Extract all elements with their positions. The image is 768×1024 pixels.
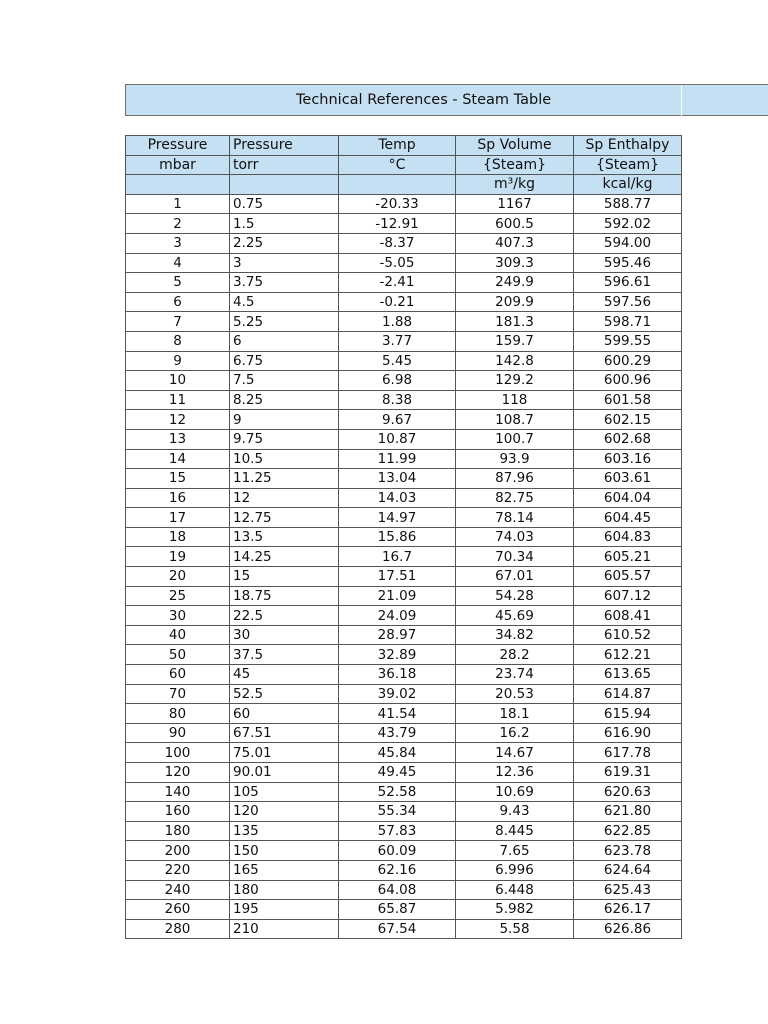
table-row — [126, 273, 682, 293]
table-cell: 9.67 — [339, 410, 456, 430]
table-row — [126, 665, 682, 685]
table-cell: 195 — [230, 900, 339, 920]
title-bar — [125, 84, 768, 116]
table-row — [126, 880, 682, 900]
header-cell: Pressure — [230, 136, 339, 156]
table-cell: 4 — [126, 253, 230, 273]
table-cell: 594.00 — [574, 233, 682, 253]
table-row — [126, 919, 682, 939]
table-cell: 2 — [126, 214, 230, 234]
table-cell: 18.75 — [230, 586, 339, 606]
table-cell: 6 — [230, 331, 339, 351]
table-cell: 210 — [230, 919, 339, 939]
table-cell: 5.45 — [339, 351, 456, 371]
table-cell: 16 — [126, 488, 230, 508]
table-cell: 249.9 — [456, 273, 574, 293]
table-cell: 34.82 — [456, 625, 574, 645]
table-cell: 3 — [126, 233, 230, 253]
table-cell: 39.02 — [339, 684, 456, 704]
table-cell: 5.25 — [230, 312, 339, 332]
table-cell: 55.34 — [339, 802, 456, 822]
table-cell: 22.5 — [230, 606, 339, 626]
table-cell: 6.98 — [339, 371, 456, 391]
table-row — [126, 214, 682, 234]
table-cell: 60 — [230, 704, 339, 724]
table-cell: 588.77 — [574, 194, 682, 214]
table-cell: -20.33 — [339, 194, 456, 214]
table-cell: 20 — [126, 567, 230, 587]
table-row — [126, 723, 682, 743]
table-cell: 10.69 — [456, 782, 574, 802]
table-cell: 60.09 — [339, 841, 456, 861]
steam-table — [125, 135, 682, 939]
table-cell: 610.52 — [574, 625, 682, 645]
table-row — [126, 763, 682, 783]
header-cell: Temp — [339, 136, 456, 156]
table-row — [126, 684, 682, 704]
table-cell: 600.29 — [574, 351, 682, 371]
table-cell: -8.37 — [339, 233, 456, 253]
table-cell: 90.01 — [230, 763, 339, 783]
table-cell: 407.3 — [456, 233, 574, 253]
table-cell: 87.96 — [456, 469, 574, 489]
table-cell: 36.18 — [339, 665, 456, 685]
table-cell: 309.3 — [456, 253, 574, 273]
table-cell: 11 — [126, 390, 230, 410]
table-cell: 10 — [126, 371, 230, 391]
table-cell: 14 — [126, 449, 230, 469]
table-cell: 64.08 — [339, 880, 456, 900]
table-cell: 23.74 — [456, 665, 574, 685]
table-row — [126, 331, 682, 351]
table-cell: 45 — [230, 665, 339, 685]
table-cell: 7.5 — [230, 371, 339, 391]
table-cell: 626.86 — [574, 919, 682, 939]
table-cell: 118 — [456, 390, 574, 410]
table-cell: 90 — [126, 723, 230, 743]
table-cell: 18.1 — [456, 704, 574, 724]
table-cell: 4.5 — [230, 292, 339, 312]
table-cell: 5.58 — [456, 919, 574, 939]
table-cell: 626.17 — [574, 900, 682, 920]
table-cell: 619.31 — [574, 763, 682, 783]
table-cell: 604.83 — [574, 527, 682, 547]
table-row — [126, 606, 682, 626]
table-cell: 5 — [126, 273, 230, 293]
table-row — [126, 410, 682, 430]
table-cell: 10.5 — [230, 449, 339, 469]
table-cell: 12 — [230, 488, 339, 508]
table-row — [126, 900, 682, 920]
table-cell: 0.75 — [230, 194, 339, 214]
table-cell: 19 — [126, 547, 230, 567]
table-cell: 17 — [126, 508, 230, 528]
table-cell: -2.41 — [339, 273, 456, 293]
table-cell: 6.996 — [456, 860, 574, 880]
header-row — [126, 175, 682, 195]
table-cell: 3 — [230, 253, 339, 273]
table-cell: 62.16 — [339, 860, 456, 880]
table-cell: 600.96 — [574, 371, 682, 391]
table-cell: 605.21 — [574, 547, 682, 567]
table-row — [126, 743, 682, 763]
table-cell: 50 — [126, 645, 230, 665]
header-cell: m³/kg — [456, 175, 574, 195]
table-cell: 280 — [126, 919, 230, 939]
table-cell: 14.97 — [339, 508, 456, 528]
table-cell: 20.53 — [456, 684, 574, 704]
table-cell: 52.58 — [339, 782, 456, 802]
table-cell: 70 — [126, 684, 230, 704]
header-cell: mbar — [126, 155, 230, 175]
table-cell: 165 — [230, 860, 339, 880]
table-cell: 1.5 — [230, 214, 339, 234]
table-cell: 10.87 — [339, 429, 456, 449]
table-cell: 13.04 — [339, 469, 456, 489]
table-cell: 14.03 — [339, 488, 456, 508]
table-cell: 160 — [126, 802, 230, 822]
table-cell: 2.25 — [230, 233, 339, 253]
table-cell: 30 — [126, 606, 230, 626]
table-cell: 142.8 — [456, 351, 574, 371]
table-cell: 7.65 — [456, 841, 574, 861]
table-cell: 11.25 — [230, 469, 339, 489]
table-row — [126, 312, 682, 332]
table-row — [126, 841, 682, 861]
table-cell: 24.09 — [339, 606, 456, 626]
table-cell: 25 — [126, 586, 230, 606]
page-title: Technical References - Steam Table — [296, 92, 552, 108]
table-cell: 14.67 — [456, 743, 574, 763]
table-cell: 100.7 — [456, 429, 574, 449]
table-row — [126, 194, 682, 214]
header-cell: {Steam} — [574, 155, 682, 175]
table-cell: 17.51 — [339, 567, 456, 587]
table-cell: 37.5 — [230, 645, 339, 665]
table-cell: 603.61 — [574, 469, 682, 489]
table-cell: 28.2 — [456, 645, 574, 665]
table-cell: 7 — [126, 312, 230, 332]
table-cell: 601.58 — [574, 390, 682, 410]
table-cell: 623.78 — [574, 841, 682, 861]
table-cell: 260 — [126, 900, 230, 920]
table-cell: 605.57 — [574, 567, 682, 587]
table-cell: 181.3 — [456, 312, 574, 332]
table-cell: 604.45 — [574, 508, 682, 528]
table-cell: 43.79 — [339, 723, 456, 743]
table-body — [126, 194, 682, 939]
table-cell: -12.91 — [339, 214, 456, 234]
header-cell: {Steam} — [456, 155, 574, 175]
table-cell: 70.34 — [456, 547, 574, 567]
table-row — [126, 371, 682, 391]
table-cell: 602.15 — [574, 410, 682, 430]
table-cell: 12.75 — [230, 508, 339, 528]
table-cell: 617.78 — [574, 743, 682, 763]
table-cell: 8.38 — [339, 390, 456, 410]
table-cell: 8 — [126, 331, 230, 351]
table-row — [126, 253, 682, 273]
table-cell: 15 — [230, 567, 339, 587]
table-row — [126, 233, 682, 253]
header-cell: Sp Enthalpy — [574, 136, 682, 156]
table-cell: 9 — [126, 351, 230, 371]
table-cell: 12.36 — [456, 763, 574, 783]
table-cell: 15.86 — [339, 527, 456, 547]
title-divider — [681, 85, 682, 116]
table-cell: -5.05 — [339, 253, 456, 273]
table-cell: 220 — [126, 860, 230, 880]
table-cell: 120 — [126, 763, 230, 783]
table-cell: 5.982 — [456, 900, 574, 920]
table-cell: 150 — [230, 841, 339, 861]
table-cell: 624.64 — [574, 860, 682, 880]
table-cell: 602.68 — [574, 429, 682, 449]
table-cell: 604.04 — [574, 488, 682, 508]
table-cell: 603.16 — [574, 449, 682, 469]
table-cell: 108.7 — [456, 410, 574, 430]
table-cell: 6.448 — [456, 880, 574, 900]
table-cell: 18 — [126, 527, 230, 547]
header-cell — [230, 175, 339, 195]
table-cell: 65.87 — [339, 900, 456, 920]
table-cell: 140 — [126, 782, 230, 802]
table-row — [126, 527, 682, 547]
table-row — [126, 469, 682, 489]
table-cell: 16.2 — [456, 723, 574, 743]
table-cell: 100 — [126, 743, 230, 763]
table-cell: 41.54 — [339, 704, 456, 724]
table-cell: 129.2 — [456, 371, 574, 391]
table-cell: 616.90 — [574, 723, 682, 743]
table-cell: 592.02 — [574, 214, 682, 234]
table-row — [126, 625, 682, 645]
table-cell: 12 — [126, 410, 230, 430]
table-cell: 28.97 — [339, 625, 456, 645]
table-cell: 75.01 — [230, 743, 339, 763]
header-cell: torr — [230, 155, 339, 175]
table-cell: 54.28 — [456, 586, 574, 606]
table-row — [126, 488, 682, 508]
header-cell — [339, 175, 456, 195]
table-cell: 9.75 — [230, 429, 339, 449]
table-cell: 200 — [126, 841, 230, 861]
table-row — [126, 567, 682, 587]
table-cell: 16.7 — [339, 547, 456, 567]
table-cell: 40 — [126, 625, 230, 645]
header-cell: Sp Volume — [456, 136, 574, 156]
table-row — [126, 351, 682, 371]
table-cell: 9 — [230, 410, 339, 430]
table-cell: 612.21 — [574, 645, 682, 665]
table-cell: 1167 — [456, 194, 574, 214]
table-row — [126, 802, 682, 822]
table-cell: 597.56 — [574, 292, 682, 312]
header-cell: Pressure — [126, 136, 230, 156]
table-cell: 21.09 — [339, 586, 456, 606]
table-row — [126, 782, 682, 802]
table-cell: 599.55 — [574, 331, 682, 351]
table-row — [126, 860, 682, 880]
header-cell: °C — [339, 155, 456, 175]
table-cell: 13 — [126, 429, 230, 449]
table-cell: 15 — [126, 469, 230, 489]
table-cell: 614.87 — [574, 684, 682, 704]
table-cell: 596.61 — [574, 273, 682, 293]
table-cell: 57.83 — [339, 821, 456, 841]
table-cell: 8.25 — [230, 390, 339, 410]
table-cell: 180 — [126, 821, 230, 841]
table-cell: 67.01 — [456, 567, 574, 587]
table-cell: 105 — [230, 782, 339, 802]
table-cell: 1.88 — [339, 312, 456, 332]
table-cell: 6.75 — [230, 351, 339, 371]
table-cell: 625.43 — [574, 880, 682, 900]
table-cell: 6 — [126, 292, 230, 312]
table-cell: 52.5 — [230, 684, 339, 704]
table-cell: 60 — [126, 665, 230, 685]
table-cell: 608.41 — [574, 606, 682, 626]
table-cell: 622.85 — [574, 821, 682, 841]
table-row — [126, 390, 682, 410]
table-cell: 32.89 — [339, 645, 456, 665]
header-row — [126, 155, 682, 175]
table-cell: 93.9 — [456, 449, 574, 469]
table-row — [126, 449, 682, 469]
table-header — [126, 136, 682, 195]
table-cell: 11.99 — [339, 449, 456, 469]
table-cell: 598.71 — [574, 312, 682, 332]
table-cell: 13.5 — [230, 527, 339, 547]
table-cell: 30 — [230, 625, 339, 645]
table-row — [126, 547, 682, 567]
table-cell: 45.69 — [456, 606, 574, 626]
table-row — [126, 645, 682, 665]
header-row — [126, 136, 682, 156]
table-row — [126, 508, 682, 528]
table-row — [126, 586, 682, 606]
table-cell: 120 — [230, 802, 339, 822]
table-cell: 74.03 — [456, 527, 574, 547]
table-cell: 240 — [126, 880, 230, 900]
table-cell: 80 — [126, 704, 230, 724]
table-cell: 621.80 — [574, 802, 682, 822]
table-cell: 1 — [126, 194, 230, 214]
table-cell: 620.63 — [574, 782, 682, 802]
table-row — [126, 704, 682, 724]
table-cell: 45.84 — [339, 743, 456, 763]
table-cell: 209.9 — [456, 292, 574, 312]
table-cell: -0.21 — [339, 292, 456, 312]
table-cell: 3.77 — [339, 331, 456, 351]
table-cell: 180 — [230, 880, 339, 900]
table-cell: 82.75 — [456, 488, 574, 508]
table-cell: 9.43 — [456, 802, 574, 822]
table-cell: 595.46 — [574, 253, 682, 273]
table-cell: 14.25 — [230, 547, 339, 567]
table-cell: 67.51 — [230, 723, 339, 743]
table-cell: 135 — [230, 821, 339, 841]
table-row — [126, 429, 682, 449]
table-cell: 49.45 — [339, 763, 456, 783]
table-cell: 67.54 — [339, 919, 456, 939]
table-cell: 78.14 — [456, 508, 574, 528]
table-cell: 613.65 — [574, 665, 682, 685]
header-cell: kcal/kg — [574, 175, 682, 195]
table-cell: 600.5 — [456, 214, 574, 234]
header-cell — [126, 175, 230, 195]
table-cell: 615.94 — [574, 704, 682, 724]
table-cell: 3.75 — [230, 273, 339, 293]
table-row — [126, 821, 682, 841]
table-row — [126, 292, 682, 312]
table-cell: 607.12 — [574, 586, 682, 606]
table-cell: 8.445 — [456, 821, 574, 841]
table-cell: 159.7 — [456, 331, 574, 351]
